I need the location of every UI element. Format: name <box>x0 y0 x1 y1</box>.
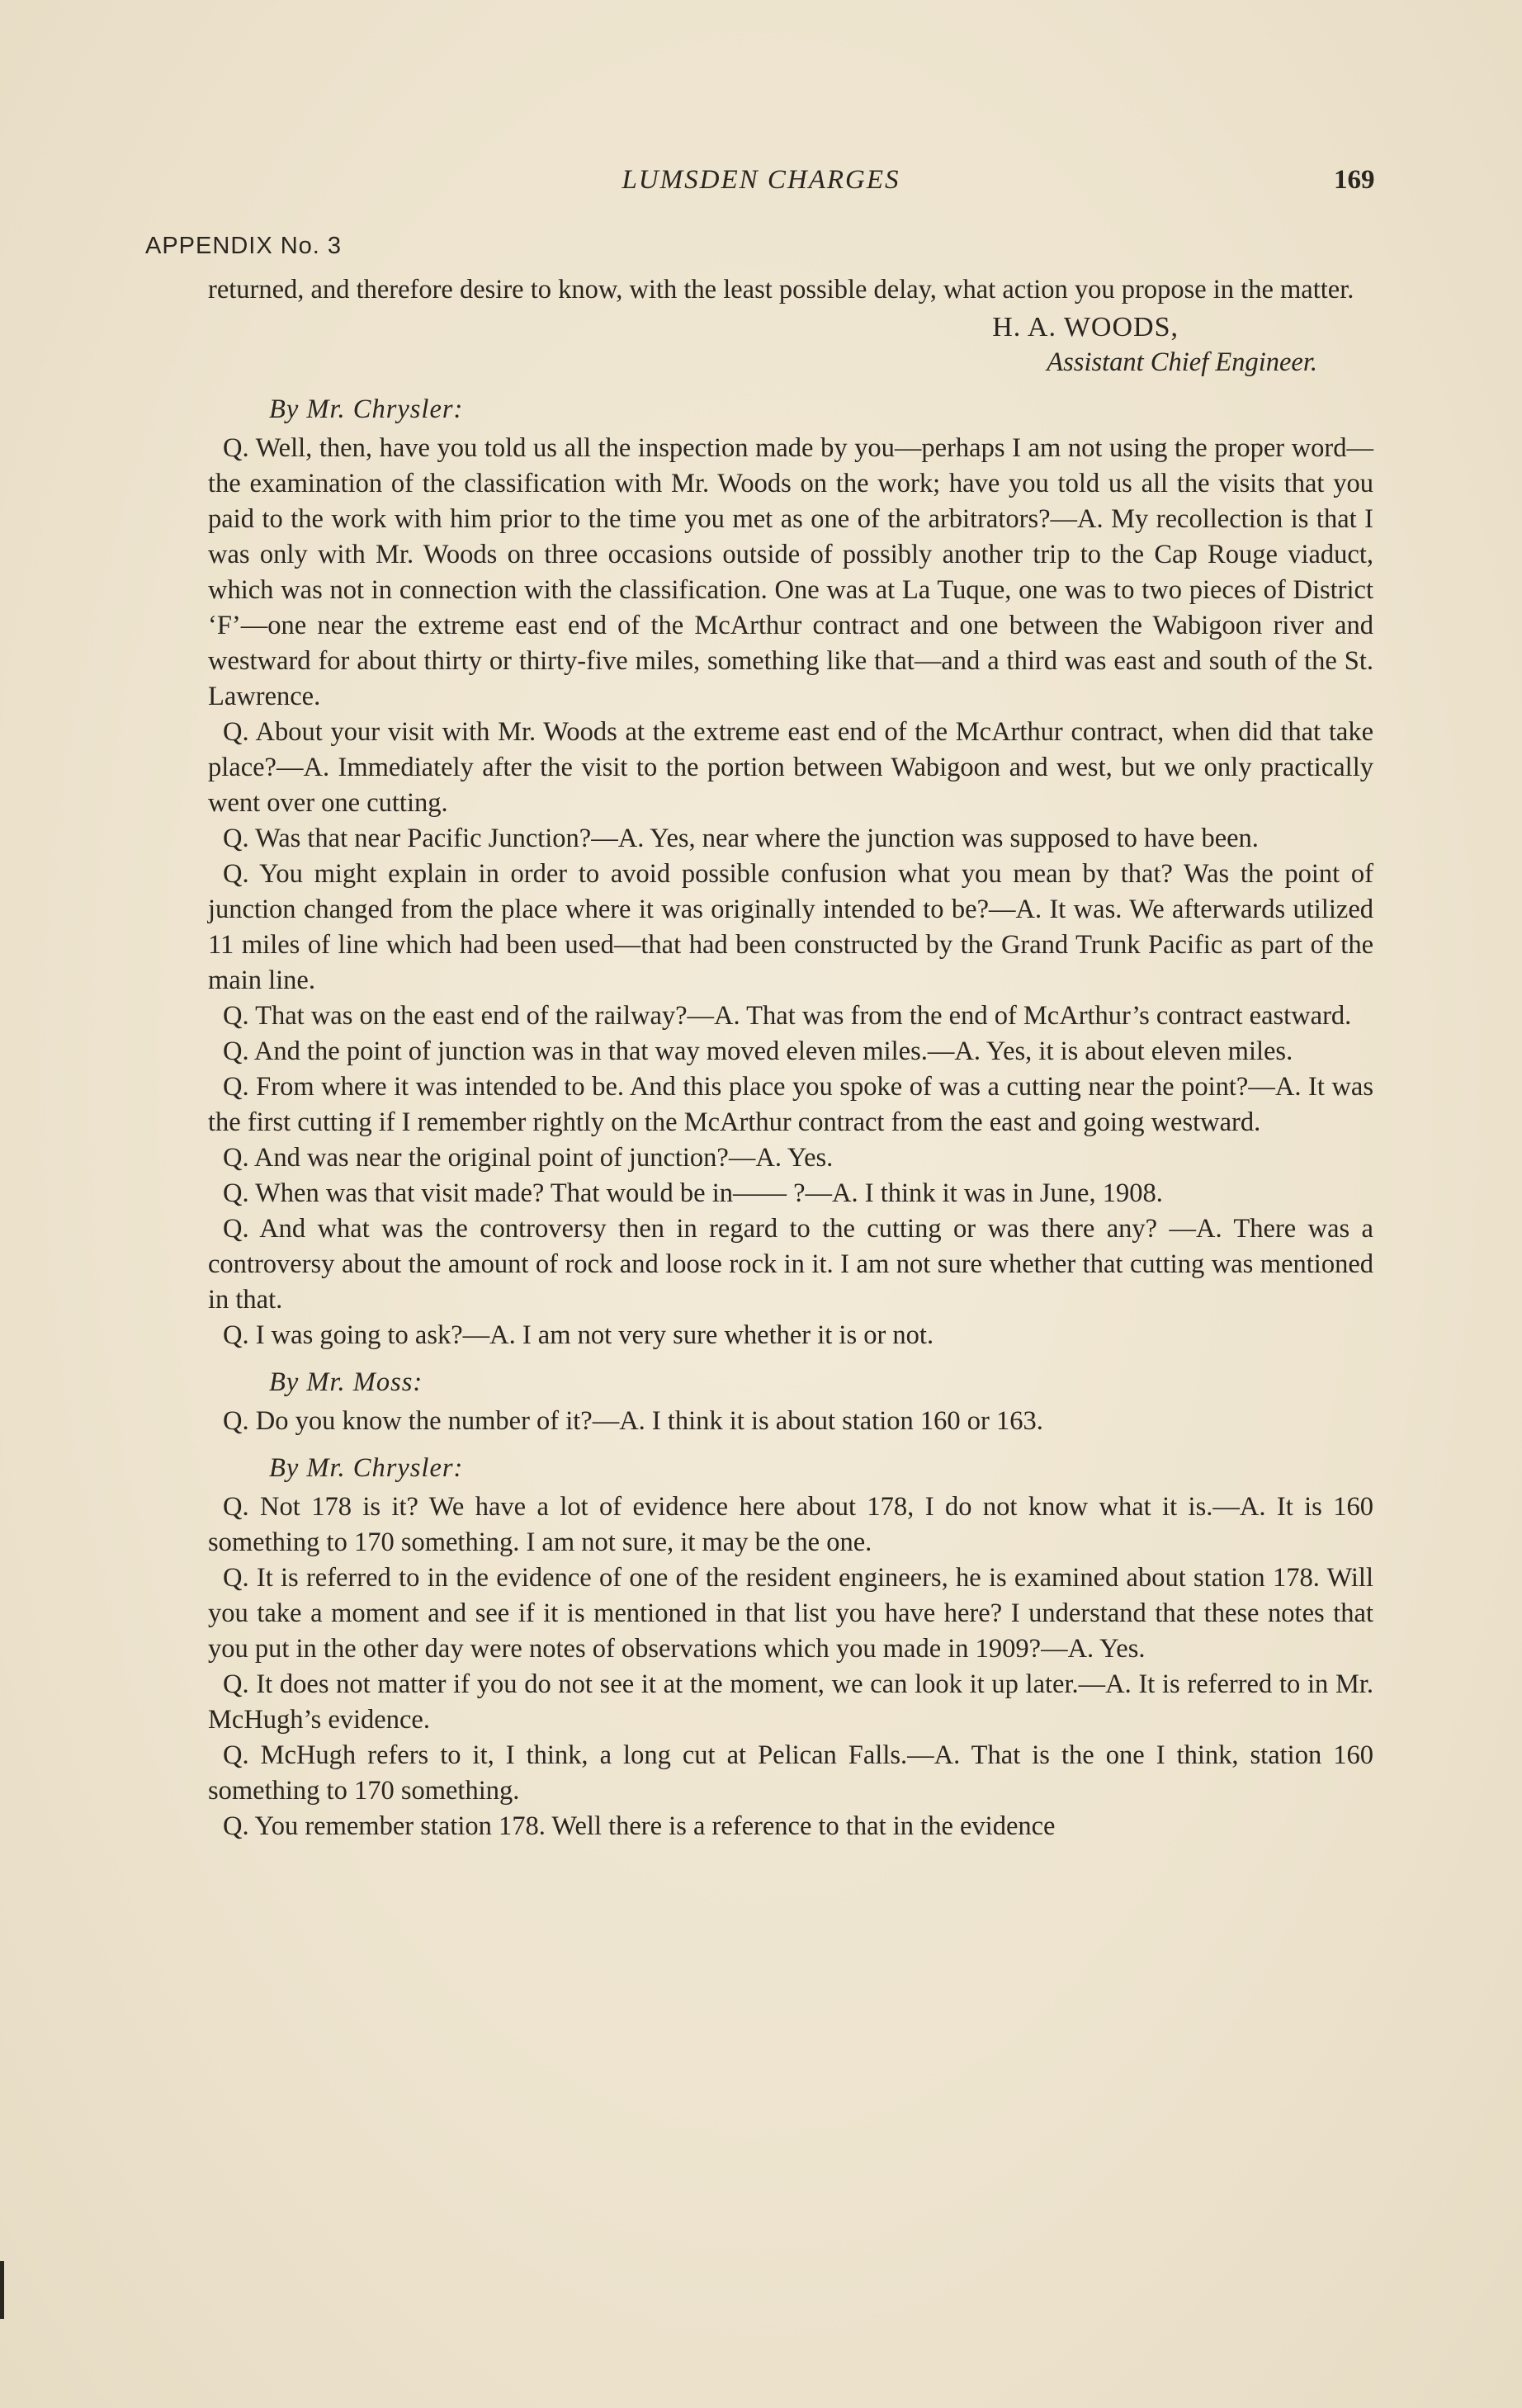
paragraph: Q. Well, then, have you told us all the inspection made by you—perhaps I am not using the proper word—the examination of the classification with Mr. Woods on the work; have you told us all the visits that you paid to the work with him prior to the time you met as one of the arbitrators?—A. My recollection is that I was only with Mr. Woods on three occasions outside of possibly another trip to the Cap Rouge viaduct, which was not in connection with the classification. One was at La Tuque, one was to two pieces of District ‘F’—one near the extreme east end of the McArthur contract and one between the Wabigoon river and westward for about thirty or thirty-five miles, something like that—and a third was east and south of the St. Lawrence. <box>208 433 1373 711</box>
paragraph: Q. It does not matter if you do not see it at the moment, we can look it up later.—A. It is referred to in Mr. McHugh’s evidence. <box>208 1669 1373 1735</box>
examiner-heading: By Mr. Moss: <box>269 1367 423 1397</box>
scan-edge-mark <box>0 2261 4 2319</box>
body-text <box>208 272 1373 1844</box>
paragraph: Q. You remember station 178. Well there is a reference to that in the evidence <box>223 1811 1056 1841</box>
paragraph: Q. About your visit with Mr. Woods at the extreme east end of the McArthur contract, when did that take place?—A. Immediately after the visit to the portion between Wabigoon and west, but we only practically went over one cutting. <box>208 717 1373 818</box>
paragraph: Q. McHugh refers to it, I think, a long cut at Pelican Falls.—A. That is the one I think, station 160 something to 170 something. <box>208 1740 1373 1806</box>
paragraph: Q. You might explain in order to avoid possible confusion what you mean by that? Was the point of junction changed from the place where it was originally intended to be?—A. It was. We afterwards utilized 11 miles of line which had been used—that had been constructed by the Grand Trunk Pacific as part of the main line. <box>208 859 1373 995</box>
paragraph: Q. From where it was intended to be. And this place you spoke of was a cutting near the point?—A. It was the first cutting if I remember rightly on the McArthur contract from the east and going westward. <box>208 1072 1373 1137</box>
examiner-heading: By Mr. Chrysler: <box>269 394 464 424</box>
signature-name: H. A. WOODS, <box>992 312 1179 342</box>
paragraph: Q. That was on the east end of the railway?—A. That was from the end of McArthur’s contract eastward. <box>223 1001 1352 1031</box>
paragraph: Q. When was that visit made? That would be in—— ?—A. I think it was in June, 1908. <box>223 1178 1163 1208</box>
running-title: LUMSDEN CHARGES <box>622 165 900 195</box>
paragraph: Q. Was that near Pacific Junction?—A. Yes, near where the junction was supposed to have been. <box>223 824 1259 853</box>
page-number: 169 <box>1334 165 1375 195</box>
paragraph: Q. Do you know the number of it?—A. I think it is about station 160 or 163. <box>223 1406 1043 1436</box>
appendix-label: APPENDIX No. 3 <box>145 233 343 259</box>
paragraph-continuation: returned, and therefore desire to know, with the least possible delay, what action you propose in the matter. <box>208 275 1354 305</box>
paragraph: Q. I was going to ask?—A. I am not very sure whether it is or not. <box>223 1320 934 1350</box>
paragraph: Q. Not 178 is it? We have a lot of evidence here about 178, I do not know what it is.—A. It is 160 something to 170 something. I am not sure, it may be the one. <box>208 1492 1373 1557</box>
signature-title: Assistant Chief Engineer. <box>1047 347 1317 377</box>
paragraph: Q. And what was the controversy then in regard to the cutting or was there any? —A. There was a controversy about the amount of rock and loose rock in it. I am not sure whether that cutting was mentioned in that. <box>208 1214 1373 1315</box>
paragraph: Q. And was near the original point of junction?—A. Yes. <box>223 1143 834 1173</box>
paragraph: Q. It is referred to in the evidence of one of the resident engineers, he is examined about station 178. Will you take a moment and see if it is mentioned in that list you have here? I understand that these notes that you put in the other day were notes of observations which you made in 1909?—A. Yes. <box>208 1563 1373 1664</box>
paragraph: Q. And the point of junction was in that way moved eleven miles.—A. Yes, it is about eleven miles. <box>223 1036 1293 1066</box>
examiner-heading: By Mr. Chrysler: <box>269 1453 464 1483</box>
